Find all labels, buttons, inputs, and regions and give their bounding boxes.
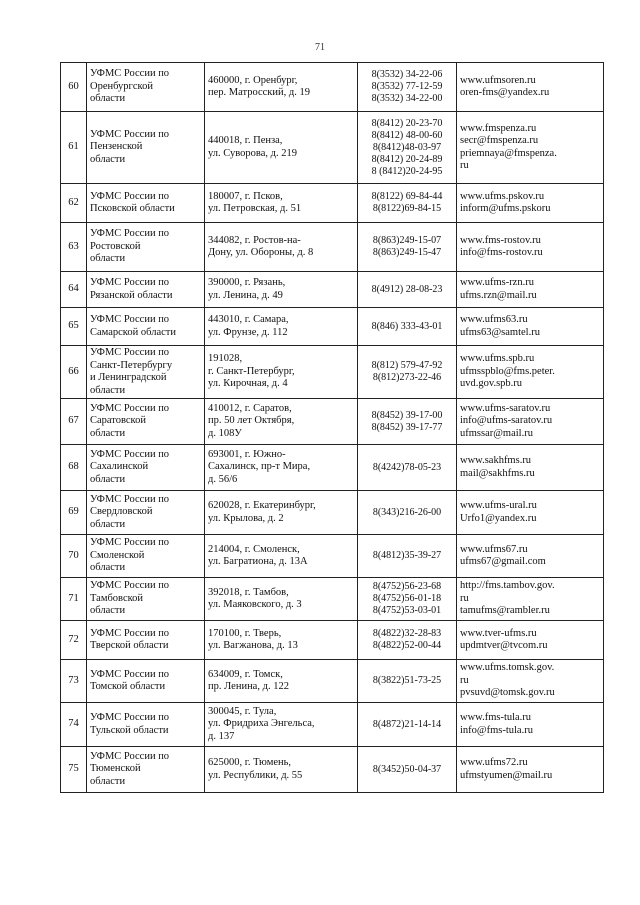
office-contacts: www.ufms-saratov.ru info@ufms-saratov.ru ufmssar@mail.ru bbox=[457, 399, 604, 445]
office-name: УФМС России по Тверской области bbox=[87, 621, 205, 660]
row-number: 62 bbox=[61, 184, 87, 223]
office-contacts: http://fms.tambov.gov. ru tamufms@rambler.ru bbox=[457, 578, 604, 621]
table-row bbox=[61, 621, 604, 660]
office-address: 392018, г. Тамбов, ул. Маяковского, д. 3 bbox=[205, 578, 358, 621]
office-name: УФМС России по Ростовской области bbox=[87, 223, 205, 272]
office-phones: 8(863)249-15-07 8(863)249-15-47 bbox=[358, 223, 457, 272]
office-address: 344082, г. Ростов-на- Дону, ул. Обороны, д. 8 bbox=[205, 223, 358, 272]
office-name: УФМС России по Самарской области bbox=[87, 308, 205, 346]
table-row bbox=[61, 491, 604, 535]
office-name: УФМС России по Тульской области bbox=[87, 703, 205, 747]
office-phones: 8(3822)51-73-25 bbox=[358, 660, 457, 703]
office-phones: 8(8122) 69-84-44 8(8122)69-84-15 bbox=[358, 184, 457, 223]
office-address: 214004, г. Смоленск, ул. Багратиона, д. 13А bbox=[205, 535, 358, 578]
office-address: 300045, г. Тула, ул. Фридриха Энгельса, д. 137 bbox=[205, 703, 358, 747]
office-contacts: www.sakhfms.ru mail@sakhfms.ru bbox=[457, 445, 604, 491]
row-number: 73 bbox=[61, 660, 87, 703]
table-row bbox=[61, 346, 604, 399]
office-address: 410012, г. Саратов, пр. 50 лет Октября, д. 108У bbox=[205, 399, 358, 445]
office-address: 180007, г. Псков, ул. Петровская, д. 51 bbox=[205, 184, 358, 223]
office-contacts: www.fms-rostov.ru info@fms-rostov.ru bbox=[457, 223, 604, 272]
office-phones: 8(812) 579-47-92 8(812)273-22-46 bbox=[358, 346, 457, 399]
office-address: 443010, г. Самара, ул. Фрунзе, д. 112 bbox=[205, 308, 358, 346]
office-phones: 8(4812)35-39-27 bbox=[358, 535, 457, 578]
office-name: УФМС России по Пензенской области bbox=[87, 112, 205, 184]
office-phones: 8(4912) 28-08-23 bbox=[358, 272, 457, 308]
row-number: 65 bbox=[61, 308, 87, 346]
office-phones: 8(8412) 20-23-70 8(8412) 48-00-60 8(8412)48-03-97 8(8412) 20-24-89 8 (8412)20-24-95 bbox=[358, 112, 457, 184]
office-name: УФМС России по Рязанской области bbox=[87, 272, 205, 308]
table-row bbox=[61, 184, 604, 223]
office-address: 693001, г. Южно- Сахалинск, пр-т Мира, д. 56/6 bbox=[205, 445, 358, 491]
office-address: 390000, г. Рязань, ул. Ленина, д. 49 bbox=[205, 272, 358, 308]
table-row bbox=[61, 747, 604, 793]
table-row bbox=[61, 272, 604, 308]
office-name: УФМС России по Тюменской области bbox=[87, 747, 205, 793]
office-contacts: www.ufms.tomsk.gov. ru pvsuvd@tomsk.gov.ru bbox=[457, 660, 604, 703]
row-number: 69 bbox=[61, 491, 87, 535]
row-number: 71 bbox=[61, 578, 87, 621]
office-address: 170100, г. Тверь, ул. Вагжанова, д. 13 bbox=[205, 621, 358, 660]
row-number: 60 bbox=[61, 63, 87, 112]
office-phones: 8(8452) 39-17-00 8(8452) 39-17-77 bbox=[358, 399, 457, 445]
table-row bbox=[61, 535, 604, 578]
office-name: УФМС России по Саратовской области bbox=[87, 399, 205, 445]
row-number: 75 bbox=[61, 747, 87, 793]
office-phones: 8(4822)32-28-83 8(4822)52-00-44 bbox=[358, 621, 457, 660]
office-phones: 8(3452)50-04-37 bbox=[358, 747, 457, 793]
table-row bbox=[61, 703, 604, 747]
office-name: УФМС России по Псковской области bbox=[87, 184, 205, 223]
office-name: УФМС России по Смоленской области bbox=[87, 535, 205, 578]
table-row bbox=[61, 445, 604, 491]
office-contacts: www.fms-tula.ru info@fms-tula.ru bbox=[457, 703, 604, 747]
row-number: 72 bbox=[61, 621, 87, 660]
row-number: 68 bbox=[61, 445, 87, 491]
office-contacts: www.ufms-rzn.ru ufms.rzn@mail.ru bbox=[457, 272, 604, 308]
office-phones: 8(846) 333-43-01 bbox=[358, 308, 457, 346]
office-contacts: www.fmspenza.ru secr@fmspenza.ru priemnaya@fmspenza. ru bbox=[457, 112, 604, 184]
office-contacts: www.ufms67.ru ufms67@gmail.com bbox=[457, 535, 604, 578]
office-contacts: www.ufmsoren.ru oren-fms@yandex.ru bbox=[457, 63, 604, 112]
row-number: 67 bbox=[61, 399, 87, 445]
office-address: 625000, г. Тюмень, ул. Республики, д. 55 bbox=[205, 747, 358, 793]
office-phones: 8(3532) 34-22-06 8(3532) 77-12-59 8(3532) 34-22-00 bbox=[358, 63, 457, 112]
table-row bbox=[61, 399, 604, 445]
office-contacts: www.ufms-ural.ru Urfo1@yandex.ru bbox=[457, 491, 604, 535]
office-contacts: www.ufms63.ru ufms63@samtel.ru bbox=[457, 308, 604, 346]
office-name: УФМС России по Томской области bbox=[87, 660, 205, 703]
table-row bbox=[61, 578, 604, 621]
office-name: УФМС России по Сахалинской области bbox=[87, 445, 205, 491]
office-name: УФМС России по Оренбургской области bbox=[87, 63, 205, 112]
row-number: 70 bbox=[61, 535, 87, 578]
row-number: 64 bbox=[61, 272, 87, 308]
office-address: 191028, г. Санкт-Петербург, ул. Кирочная, д. 4 bbox=[205, 346, 358, 399]
office-name: УФМС России по Свердловской области bbox=[87, 491, 205, 535]
office-name: УФМС России по Тамбовской области bbox=[87, 578, 205, 621]
table-row bbox=[61, 63, 604, 112]
page-number: 71 bbox=[315, 42, 325, 53]
office-name: УФМС России по Санкт-Петербургу и Ленинградской области bbox=[87, 346, 205, 399]
office-contacts: www.ufms72.ru ufmstyumen@mail.ru bbox=[457, 747, 604, 793]
office-contacts: www.ufms.pskov.ru inform@ufms.pskoru bbox=[457, 184, 604, 223]
office-contacts: www.ufms.spb.ru ufmsspblo@fms.peter. uvd.gov.spb.ru bbox=[457, 346, 604, 399]
table-row bbox=[61, 308, 604, 346]
row-number: 61 bbox=[61, 112, 87, 184]
row-number: 66 bbox=[61, 346, 87, 399]
office-phones: 8(4872)21-14-14 bbox=[358, 703, 457, 747]
office-address: 460000, г. Оренбург, пер. Матросский, д. 19 bbox=[205, 63, 358, 112]
office-phones: 8(4752)56-23-68 8(4752)56-01-18 8(4752)53-03-01 bbox=[358, 578, 457, 621]
row-number: 63 bbox=[61, 223, 87, 272]
table-row bbox=[61, 112, 604, 184]
office-address: 440018, г. Пенза, ул. Суворова, д. 219 bbox=[205, 112, 358, 184]
office-address: 620028, г. Екатеринбург, ул. Крылова, д. 2 bbox=[205, 491, 358, 535]
table-row bbox=[61, 223, 604, 272]
fms-directory-table bbox=[60, 62, 604, 793]
office-phones: 8(4242)78-05-23 bbox=[358, 445, 457, 491]
office-address: 634009, г. Томск, пр. Ленина, д. 122 bbox=[205, 660, 358, 703]
table-row bbox=[61, 660, 604, 703]
office-phones: 8(343)216-26-00 bbox=[358, 491, 457, 535]
table-body bbox=[61, 63, 604, 793]
row-number: 74 bbox=[61, 703, 87, 747]
office-contacts: www.tver-ufms.ru updmtver@tvcom.ru bbox=[457, 621, 604, 660]
